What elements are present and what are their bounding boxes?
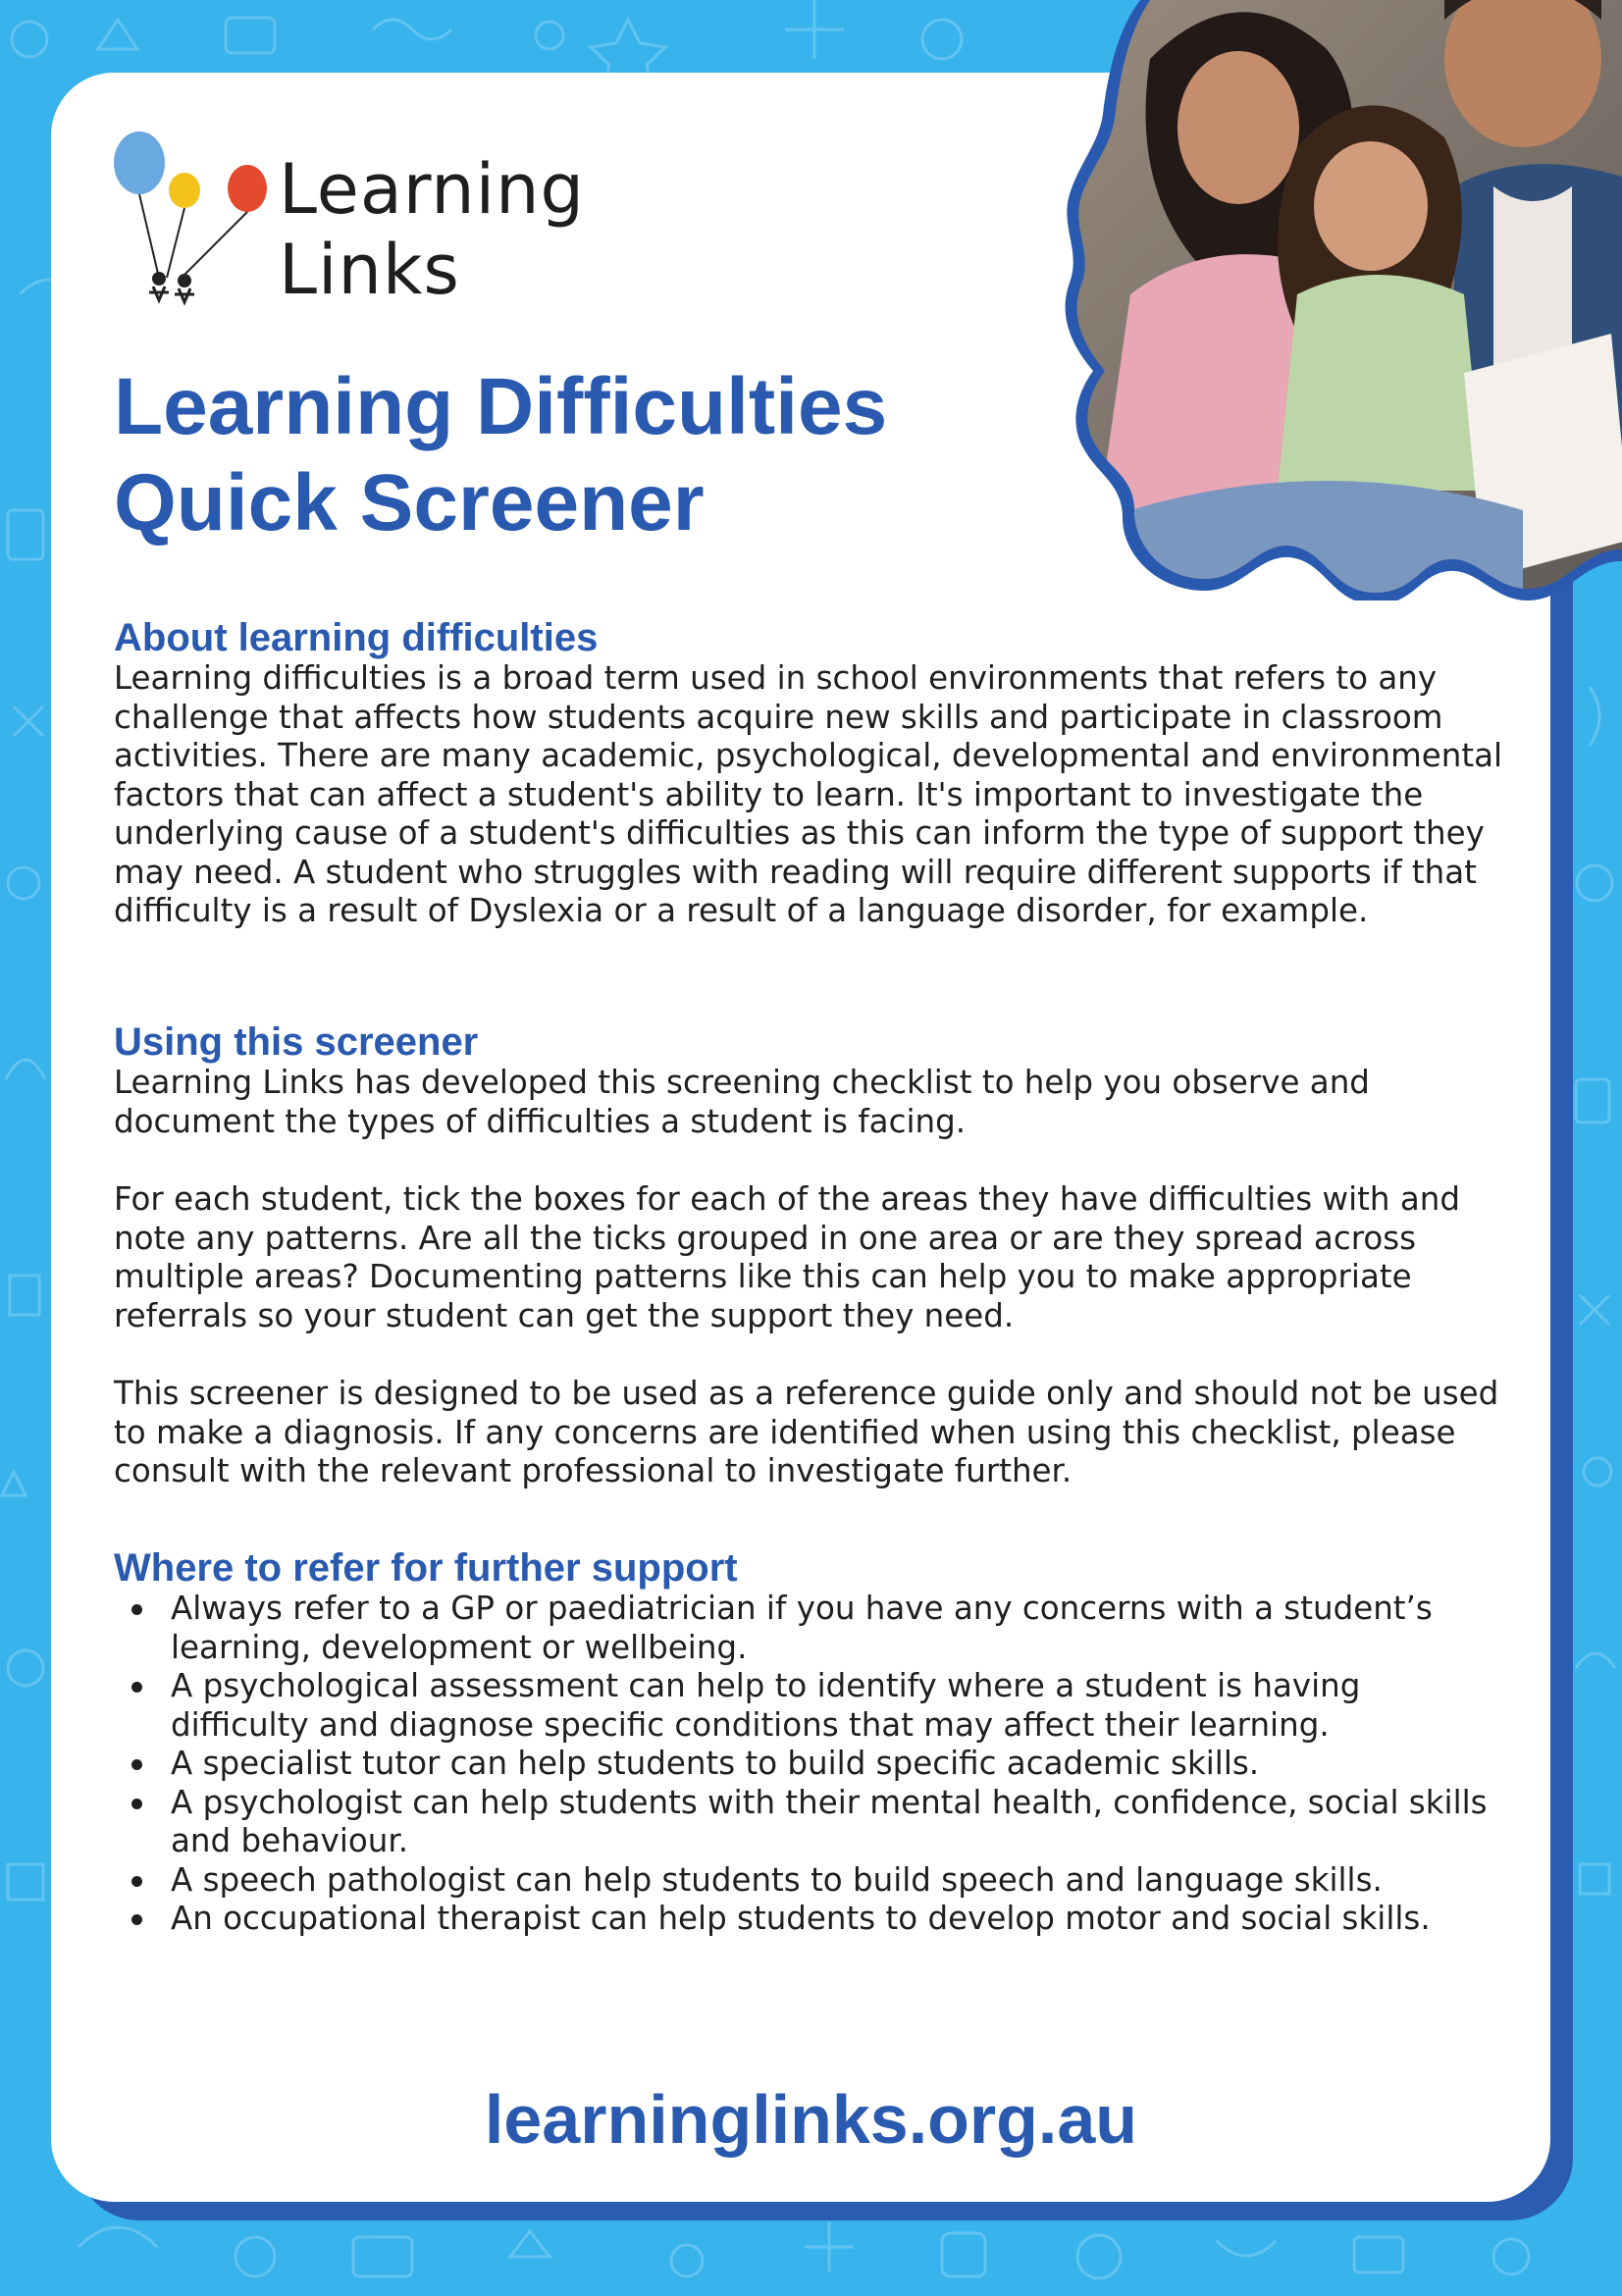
website-link[interactable]: learninglinks.org.au — [484, 2081, 1138, 2158]
title-line1: Learning Difficulties — [114, 362, 888, 451]
list-item: A specialist tutor can help students to build specific academic skills. — [114, 1745, 1507, 1784]
bullet-icon — [131, 1604, 142, 1615]
bullet-icon — [131, 1799, 142, 1809]
title-line2: Quick Screener — [114, 458, 705, 548]
list-item: Always refer to a GP or paediatrician if you have any concerns with a student’s learning, development or wellbeing. — [114, 1590, 1507, 1667]
using-paragraph-3: This screener is designed to be used as a reference guide only and should not be used to make a diagnosis. If any concerns are identified when using this checklist, please consult with the relevant professional to investigate further. — [114, 1375, 1499, 1489]
about-heading: About learning difficulties — [114, 616, 599, 659]
refer-list — [114, 1590, 1507, 1939]
bullet-icon — [131, 1682, 142, 1693]
bullet-icon — [131, 1759, 142, 1770]
about-body: Learning difficulties is a broad term used in school environments that refers to any challenge that affects how students acquire new skills and participate in classroom activities. There are many academic, psychological, developmental and environmental factors that can affect a student's ability to learn. It's important to investigate the underlying cause of a student's difficulties as this can inform the type of support they may need. A student who struggles with reading will require different supports if that difficulty is a result of Dyslexia or a result of a language disorder, for example. — [114, 659, 1503, 929]
using-paragraph-1: Learning Links has developed this screening checklist to help you observe and document the types of difficulties a student is facing. — [114, 1064, 1370, 1140]
bullet-icon — [131, 1876, 142, 1887]
logo-text-line1: Learning — [279, 149, 585, 230]
family-photo — [1032, 0, 1622, 600]
list-item: An occupational therapist can help students to develop motor and social skills. — [114, 1900, 1507, 1939]
using-paragraph-2: For each student, tick the boxes for each of the areas they have difficulties with and note any patterns. Are all the ticks grouped in one area or are they spread across multiple areas? Documenting patterns like this can help you to make appropriate referrals so your student can get the support they need. — [114, 1180, 1460, 1334]
section-refer — [114, 1546, 1507, 1939]
refer-heading: Where to refer for further support — [114, 1546, 738, 1590]
bullet-icon — [131, 1914, 142, 1925]
section-about — [114, 616, 1507, 931]
list-item: A psychologist can help students with their mental health, confidence, social skills and behaviour. — [114, 1784, 1507, 1861]
balloons-icon — [110, 116, 282, 312]
learning-links-logo — [110, 116, 640, 312]
using-heading: Using this screener — [114, 1020, 479, 1064]
section-using — [114, 1020, 1507, 1491]
page-title — [114, 359, 887, 551]
logo-text-line2: Links — [279, 230, 460, 310]
list-item: A speech pathologist can help students to build speech and language skills. — [114, 1861, 1507, 1901]
list-item: A psychological assessment can help to identify where a student is having difficulty and diagnose specific conditions that may affect their learning. — [114, 1667, 1507, 1745]
